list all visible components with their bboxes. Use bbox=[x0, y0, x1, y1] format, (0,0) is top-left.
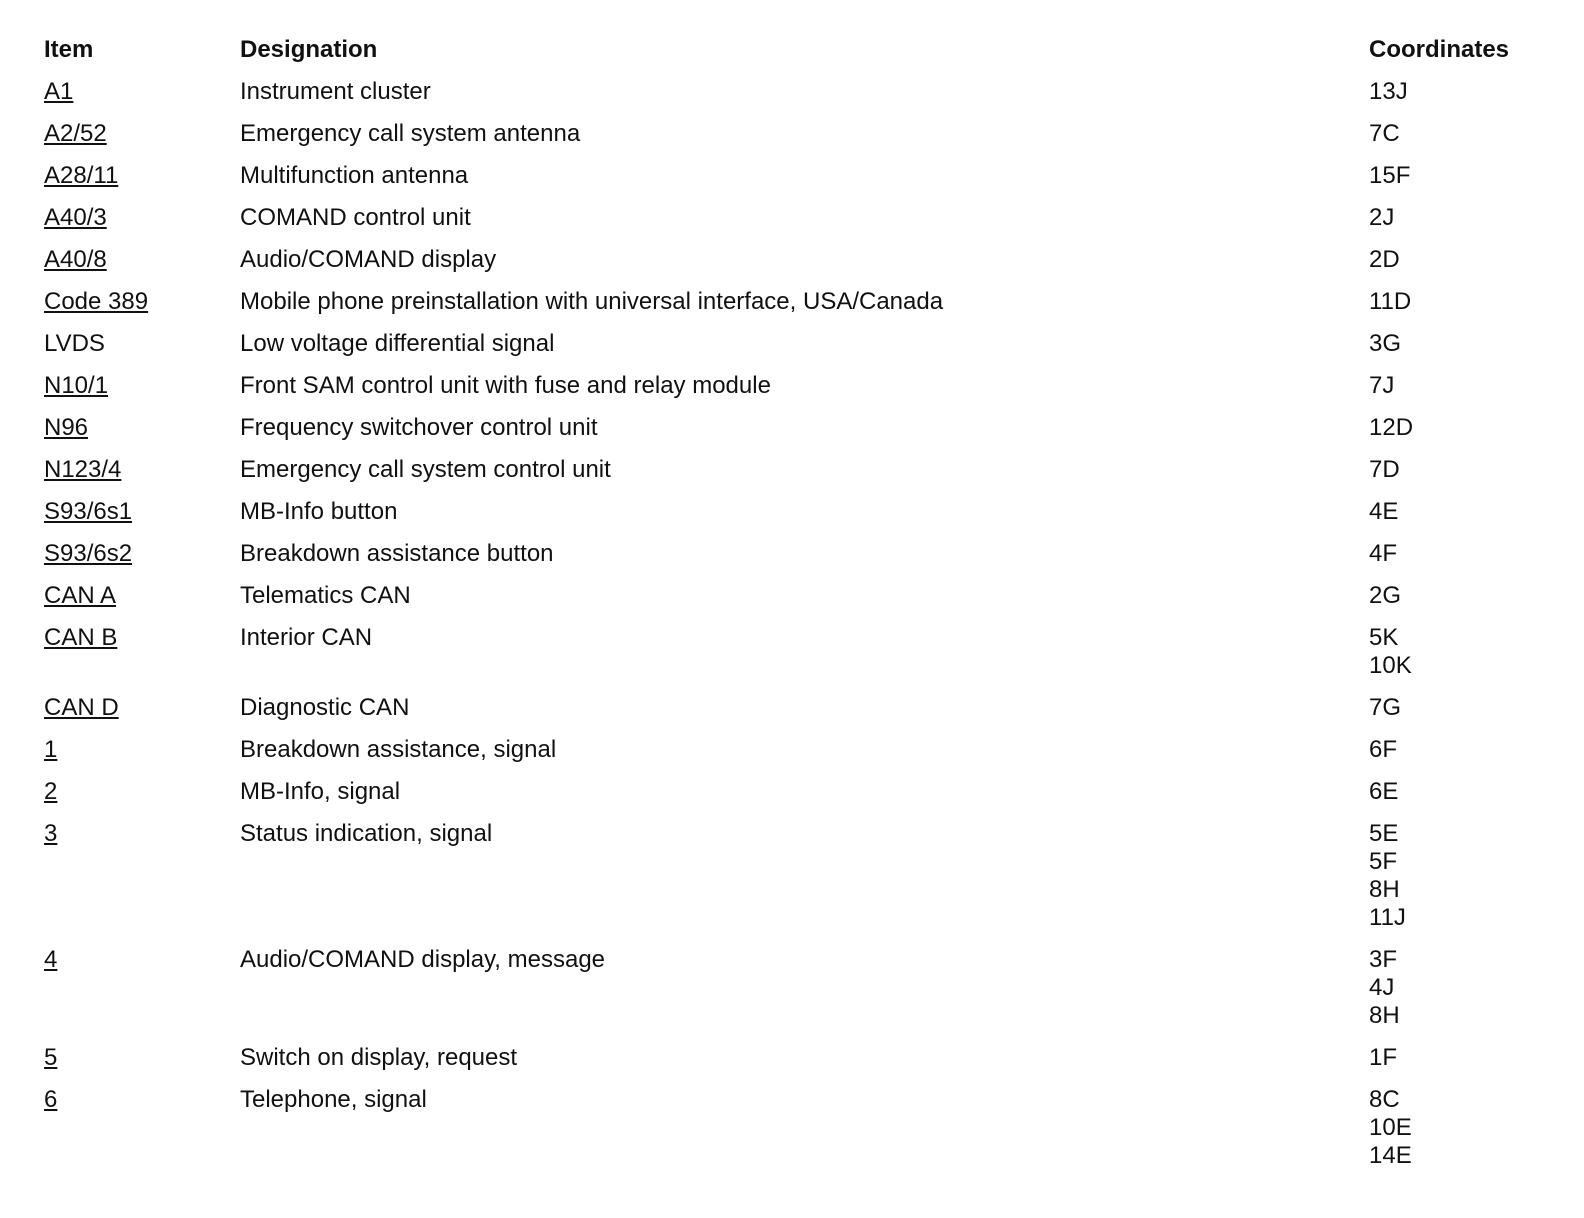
designation-cell: Low voltage differential signal bbox=[240, 330, 555, 357]
item-cell bbox=[44, 204, 240, 232]
item-cell bbox=[44, 498, 240, 526]
item-label: LVDS bbox=[44, 330, 105, 357]
item-link[interactable]: 3 bbox=[44, 820, 58, 847]
table-row bbox=[44, 120, 1564, 162]
item-cell bbox=[44, 1086, 240, 1114]
coordinate-value: 7J bbox=[1369, 372, 1395, 399]
designation-cell: Breakdown assistance, signal bbox=[240, 736, 557, 763]
designation-cell: Switch on display, request bbox=[240, 1044, 518, 1071]
coordinates-cell bbox=[1369, 162, 1564, 190]
coordinates-cell bbox=[1369, 456, 1564, 484]
coordinates-cell bbox=[1369, 778, 1564, 806]
designation-cell: Multifunction antenna bbox=[240, 162, 469, 189]
coordinates-cell bbox=[1369, 1086, 1564, 1170]
coordinate-value: 5E bbox=[1369, 820, 1399, 847]
table-row bbox=[44, 414, 1564, 456]
item-cell bbox=[44, 78, 240, 106]
coordinate-value: 11D bbox=[1369, 288, 1412, 315]
coordinates-cell bbox=[1369, 204, 1564, 232]
item-link[interactable]: 2 bbox=[44, 778, 58, 805]
item-link[interactable]: Code 389 bbox=[44, 288, 149, 315]
coordinate-value: 2G bbox=[1369, 582, 1402, 609]
item-link[interactable]: N96 bbox=[44, 414, 89, 441]
coordinate-value: 7G bbox=[1369, 694, 1402, 721]
item-link[interactable]: CAN D bbox=[44, 694, 119, 721]
coordinates-cell bbox=[1369, 498, 1564, 526]
designation-cell: Mobile phone preinstallation with universal interface, USA/Canada bbox=[240, 288, 944, 315]
table-row bbox=[44, 778, 1564, 820]
item-cell bbox=[44, 288, 240, 316]
table-row bbox=[44, 162, 1564, 204]
item-cell bbox=[44, 694, 240, 722]
coordinate-value: 14E bbox=[1369, 1142, 1412, 1169]
designation-cell: Telematics CAN bbox=[240, 582, 411, 609]
item-cell bbox=[44, 540, 240, 568]
item-cell bbox=[44, 414, 240, 442]
table-row bbox=[44, 1044, 1564, 1086]
table-row bbox=[44, 736, 1564, 778]
table-row bbox=[44, 820, 1564, 946]
designation-cell: Frequency switchover control unit bbox=[240, 414, 598, 441]
coordinate-value: 5K bbox=[1369, 624, 1399, 651]
coordinate-value: 7C bbox=[1369, 120, 1400, 147]
designation-cell: MB-Info button bbox=[240, 498, 398, 525]
coordinate-value: 3F bbox=[1369, 946, 1398, 973]
item-link[interactable]: 5 bbox=[44, 1044, 58, 1071]
item-link[interactable]: S93/6s1 bbox=[44, 498, 133, 525]
coordinate-value: 8H bbox=[1369, 876, 1400, 903]
table-row bbox=[44, 372, 1564, 414]
item-cell bbox=[44, 946, 240, 974]
designation-cell: Emergency call system antenna bbox=[240, 120, 581, 147]
table-row bbox=[44, 330, 1564, 372]
table-row bbox=[44, 246, 1564, 288]
designation-cell: MB-Info, signal bbox=[240, 778, 401, 805]
coordinates-cell bbox=[1369, 372, 1564, 400]
designation-cell: Diagnostic CAN bbox=[240, 694, 410, 721]
designation-cell: Instrument cluster bbox=[240, 78, 431, 105]
item-link[interactable]: A2/52 bbox=[44, 120, 107, 147]
item-cell bbox=[44, 624, 240, 652]
legend-table bbox=[44, 36, 1564, 1184]
table-row bbox=[44, 288, 1564, 330]
table-row bbox=[44, 204, 1564, 246]
coordinates-cell bbox=[1369, 288, 1564, 316]
item-link[interactable]: 1 bbox=[44, 736, 58, 763]
table-row bbox=[44, 582, 1564, 624]
header-coordinates: Coordinates bbox=[1369, 36, 1510, 63]
item-cell bbox=[44, 246, 240, 274]
header-designation: Designation bbox=[240, 36, 378, 63]
coordinate-value: 1F bbox=[1369, 1044, 1398, 1071]
coordinates-cell bbox=[1369, 624, 1564, 680]
table-row bbox=[44, 946, 1564, 1044]
coordinates-cell bbox=[1369, 694, 1564, 722]
item-cell bbox=[44, 582, 240, 610]
table-row bbox=[44, 456, 1564, 498]
coordinate-value: 2J bbox=[1369, 204, 1395, 231]
coordinates-cell bbox=[1369, 414, 1564, 442]
item-cell bbox=[44, 330, 240, 358]
table-row bbox=[44, 694, 1564, 736]
coordinate-value: 2D bbox=[1369, 246, 1400, 273]
coordinate-value: 8C bbox=[1369, 1086, 1400, 1113]
item-link[interactable]: 4 bbox=[44, 946, 58, 973]
item-link[interactable]: S93/6s2 bbox=[44, 540, 133, 567]
coordinates-cell bbox=[1369, 246, 1564, 274]
table-row bbox=[44, 498, 1564, 540]
designation-cell: Audio/COMAND display bbox=[240, 246, 497, 273]
designation-cell: Interior CAN bbox=[240, 624, 373, 651]
item-link[interactable]: CAN B bbox=[44, 624, 118, 651]
item-cell bbox=[44, 820, 240, 848]
designation-cell: COMAND control unit bbox=[240, 204, 471, 231]
item-cell bbox=[44, 1044, 240, 1072]
coordinate-value: 7D bbox=[1369, 456, 1400, 483]
coordinate-value: 4E bbox=[1369, 498, 1399, 525]
item-link[interactable]: A1 bbox=[44, 78, 74, 105]
coordinates-cell bbox=[1369, 736, 1564, 764]
item-link[interactable]: N10/1 bbox=[44, 372, 109, 399]
designation-cell: Status indication, signal bbox=[240, 820, 493, 847]
designation-cell: Audio/COMAND display, message bbox=[240, 946, 606, 973]
coordinate-value: 5F bbox=[1369, 848, 1398, 875]
coordinate-value: 4F bbox=[1369, 540, 1398, 567]
item-link[interactable]: A28/11 bbox=[44, 162, 119, 189]
coordinate-value: 13J bbox=[1369, 78, 1408, 105]
designation-cell: Emergency call system control unit bbox=[240, 456, 611, 483]
coordinate-value: 4J bbox=[1369, 974, 1395, 1001]
item-cell bbox=[44, 162, 240, 190]
item-link[interactable]: 6 bbox=[44, 1086, 58, 1113]
coordinates-cell bbox=[1369, 820, 1564, 932]
coordinate-value: 12D bbox=[1369, 414, 1414, 441]
coordinate-value: 8H bbox=[1369, 1002, 1400, 1029]
coordinates-cell bbox=[1369, 78, 1564, 106]
coordinate-value: 11J bbox=[1369, 904, 1406, 931]
coordinates-cell bbox=[1369, 582, 1564, 610]
item-link[interactable]: N123/4 bbox=[44, 456, 122, 483]
designation-cell: Front SAM control unit with fuse and relay module bbox=[240, 372, 771, 399]
coordinates-cell bbox=[1369, 330, 1564, 358]
designation-cell: Breakdown assistance button bbox=[240, 540, 554, 567]
coordinates-cell bbox=[1369, 946, 1564, 1030]
item-cell bbox=[44, 456, 240, 484]
item-link[interactable]: A40/8 bbox=[44, 246, 107, 273]
item-link[interactable]: CAN A bbox=[44, 582, 117, 609]
coordinate-value: 10K bbox=[1369, 652, 1412, 679]
header-item: Item bbox=[44, 36, 94, 63]
coordinates-cell bbox=[1369, 540, 1564, 568]
table-header bbox=[44, 36, 1564, 78]
coordinate-value: 15F bbox=[1369, 162, 1411, 189]
coordinate-value: 3G bbox=[1369, 330, 1402, 357]
table-row bbox=[44, 1086, 1564, 1184]
coordinate-value: 6E bbox=[1369, 778, 1399, 805]
table-body bbox=[44, 78, 1564, 1184]
coordinates-cell bbox=[1369, 120, 1564, 148]
item-link[interactable]: A40/3 bbox=[44, 204, 107, 231]
coordinate-value: 10E bbox=[1369, 1114, 1412, 1141]
item-cell bbox=[44, 778, 240, 806]
coordinate-value: 6F bbox=[1369, 736, 1398, 763]
item-cell bbox=[44, 372, 240, 400]
item-cell bbox=[44, 736, 240, 764]
designation-cell: Telephone, signal bbox=[240, 1086, 427, 1113]
item-cell bbox=[44, 120, 240, 148]
table-row bbox=[44, 624, 1564, 694]
table-row bbox=[44, 78, 1564, 120]
table-row bbox=[44, 540, 1564, 582]
coordinates-cell bbox=[1369, 1044, 1564, 1072]
